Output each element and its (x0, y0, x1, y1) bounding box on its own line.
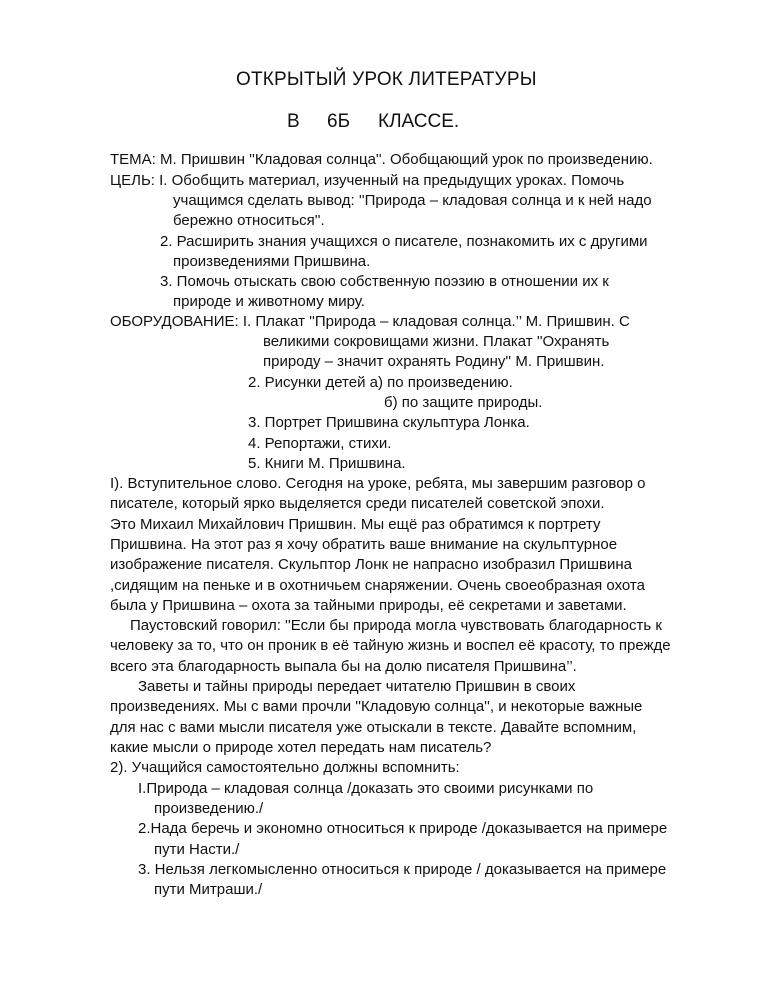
class-grade: 6Б (327, 111, 351, 132)
page-title: ОТКРЫТЫЙ УРОК ЛИТЕРАТУРЫ (236, 69, 537, 90)
intro-line-2: писателе, который ярко выделяется среди писателей советской эпохи. (110, 495, 605, 512)
intro-line-6: ,сидящим на пеньке и в охотничьем снаряжении. Очень своеобразная охота (110, 577, 645, 594)
equipment-line-5: б) по защите природы. (384, 394, 543, 411)
tema-line: ТЕМА: М. Пришвин ''Кладовая солнца''. Обобщающий урок по произведению. (110, 151, 653, 168)
intro-line-1: I). Вступительное слово. Сегодня на уроке, ребята, мы завершим разговор о (110, 475, 646, 492)
intro-line-14: какие мысли о природе хотел передать нам писатель? (110, 739, 492, 756)
equipment-line-8: 5. Книги М. Пришвина. (248, 455, 406, 472)
equipment-line-7: 4. Репортажи, стихи. (248, 435, 392, 452)
intro-line-8: Паустовский говорил: ''Если бы природа могла чувствовать благодарность к (130, 617, 662, 634)
part2-line-2: I.Природа – кладовая солнца /доказать это своими рисунками по (138, 780, 594, 797)
intro-line-3: Это Михаил Михайлович Пришвин. Мы ещё раз обратимся к портрету (110, 516, 601, 533)
goal-line-2: учащимся сделать вывод: ''Природа – кладовая солнца и к ней надо (173, 192, 652, 209)
part2-line-5: пути Насти./ (154, 841, 240, 858)
part2-line-1: 2). Учащийся самостоятельно должны вспомнить: (110, 759, 460, 776)
equipment-line-1: ОБОРУДОВАНИЕ: I. Плакат ''Природа – кладовая солнца.’’ М. Пришвин. С (110, 313, 630, 330)
part2-line-7: пути Митраши./ (154, 881, 263, 898)
class-word: КЛАССЕ. (378, 111, 460, 132)
equipment-line-6: 3. Портрет Пришвина скульптура Лонка. (248, 414, 530, 431)
part2-line-6: 3. Нельзя легкомысленно относиться к природе / доказывается на примере (138, 861, 667, 878)
intro-line-9: человеку за то, что он проник в её тайную жизнь и воспел её красоту, то прежде (110, 637, 671, 654)
intro-line-4: Пришвина. На этот раз я хочу обратить ваше внимание на скульптурное (110, 536, 618, 553)
goal-line-5: произведениями Пришвина. (173, 253, 371, 270)
intro-line-11: Заветы и тайны природы передает читателю Пришвин в своих (138, 678, 576, 695)
intro-line-5: изображение писателя. Скульптор Лонк не напрасно изобразил Пришвина (110, 556, 632, 573)
goal-line-3: бережно относиться''. (173, 212, 325, 229)
equipment-line-4: 2. Рисунки детей а) по произведению. (248, 374, 513, 391)
equipment-line-2: великими сокровищами жизни. Плакат ''Охранять (263, 333, 610, 350)
goal-line-4: 2. Расширить знания учащихся о писателе, познакомить их с другими (160, 233, 648, 250)
equipment-line-3: природу – значит охранять Родину'' М. Пришвин. (263, 353, 605, 370)
class-prefix: В (287, 111, 300, 132)
part2-line-3: произведению./ (154, 800, 264, 817)
goal-line-7: природе и животному миру. (173, 293, 365, 310)
part2-line-4: 2.Нада беречь и экономно относиться к природе /доказывается на примере (138, 820, 668, 837)
intro-line-10: всего эта благодарность выпала бы на долю писателя Пришвина’’. (110, 658, 577, 675)
intro-line-7: была у Пришвина – охота за тайными природы, её секретами и заветами. (110, 597, 627, 614)
intro-line-12: произведениях. Мы с вами прочли ''Кладовую солнца'', и некоторые важные (110, 698, 643, 715)
intro-line-13: для нас с вами мысли писателя уже отыскали в тексте. Давайте вспомним, (110, 719, 637, 736)
goal-line-1: ЦЕЛЬ: I. Обобщить материал, изученный на предыдущих уроках. Помочь (110, 172, 625, 189)
goal-line-6: 3. Помочь отыскать свою собственную поэзию в отношении их к (160, 273, 609, 290)
